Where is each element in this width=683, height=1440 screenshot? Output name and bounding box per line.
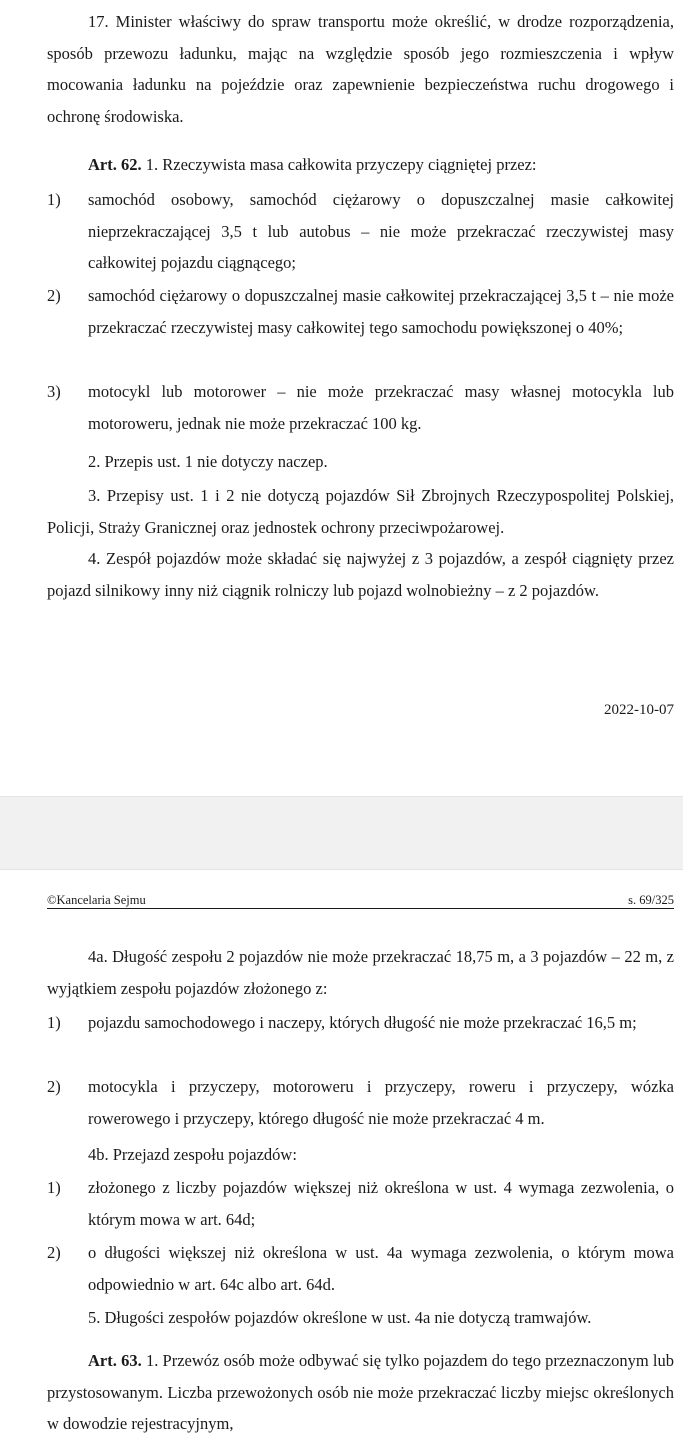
- item-number: 1): [47, 1013, 61, 1032]
- item-number: 2): [47, 1243, 61, 1262]
- ust-5: 5. Długości zespołów pojazdów określone w ust. 4a nie dotyczą tramwajów.: [88, 1308, 592, 1327]
- list-item: [47, 1071, 674, 1134]
- item-text: pojazdu samochodowego i naczepy, których długość nie może przekraczać 16,5 m;: [88, 1013, 637, 1032]
- document-date: 2022-10-07: [604, 702, 674, 718]
- ust-4b: 4b. Przejazd zespołu pojazdów:: [88, 1145, 297, 1164]
- item-text: motocykl lub motorower – nie może przekraczać masy własnej motocykla lub motoroweru, jednak nie może przekraczać 100 kg.: [88, 382, 674, 433]
- art-62-intro-text: 1. Rzeczywista masa całkowita przyczepy ciągniętej przez:: [141, 155, 537, 174]
- ust-3: 3. Przepisy ust. 1 i 2 nie dotyczą pojazdów Sił Zbrojnych Rzeczypospolitej Polskiej, Policji, Straży Granicznej oraz jednostek ochrony przeciwpożarowej.: [47, 486, 674, 537]
- list-item: [47, 1172, 674, 1235]
- item-number: 3): [47, 382, 61, 401]
- item-number: 2): [47, 1077, 61, 1096]
- paragraph-17: 17. Minister właściwy do spraw transportu może określić, w drodze rozporządzenia, sposób przewozu ładunku, mając na względzie sposób jego rozmieszczenia i wpływ mocowania ładunku na pojeździe oraz zapewnienie bezpieczeństwa ruchu drogowego i ochronę środowiska.: [47, 12, 674, 126]
- list-item: [47, 1007, 674, 1039]
- item-text: złożonego z liczby pojazdów większej niż określona w ust. 4 wymaga zezwolenia, o którym mowa w art. 64d;: [88, 1178, 674, 1229]
- item-text: samochód ciężarowy o dopuszczalnej masie całkowitej przekraczającej 3,5 t – nie może przekraczać rzeczywistej masy całkowitej tego samochodu powiększonej o 40%;: [88, 286, 674, 337]
- item-number: 1): [47, 1178, 61, 1197]
- art-63-label: Art. 63.: [88, 1351, 142, 1370]
- list-item: [47, 280, 674, 343]
- cut-off-line: [47, 0, 674, 3]
- header-publisher: ©Kancelaria Sejmu: [47, 893, 146, 907]
- list-item: [47, 376, 674, 439]
- list-item: [47, 1237, 674, 1300]
- item-text: motocykla i przyczepy, motoroweru i przyczepy, roweru i przyczepy, wózka rowerowego i przyczepy, którego długość nie może przekraczać 4 m.: [88, 1077, 674, 1128]
- item-text: o długości większej niż określona w ust. 4a wymaga zezwolenia, o którym mowa odpowiednio w art. 64c albo art. 64d.: [88, 1243, 674, 1294]
- art-62-label: Art. 62.: [88, 155, 142, 174]
- art-62-intro: [47, 149, 674, 181]
- ust-4: 4. Zespół pojazdów może składać się najwyżej z 3 pojazdów, a zespół ciągnięty przez pojazd silnikowy inny niż ciągnik rolniczy lub pojazd wolnobieżny – z 2 pojazdów.: [47, 549, 674, 600]
- item-text: samochód osobowy, samochód ciężarowy o dopuszczalnej masie całkowitej nieprzekraczającej 3,5 t lub autobus – nie może przekraczać rzeczywistej masy całkowitej pojazdu ciągnącego;: [88, 190, 674, 272]
- page-number: s. 69/325: [628, 893, 674, 907]
- item-number: 1): [47, 190, 61, 209]
- page-header: [47, 892, 674, 909]
- page-separator: [0, 796, 683, 870]
- ust-2: 2. Przepis ust. 1 nie dotyczy naczep.: [88, 452, 328, 471]
- list-item: [47, 184, 674, 279]
- art-63-text: 1. Przewóz osób może odbywać się tylko pojazdem do tego przeznaczonym lub przystosowanym. Liczba przewożonych osób nie może przekraczać liczby miejsc określonych w dowodzie rejestracyjnym,: [47, 1351, 675, 1433]
- art-63: [47, 1345, 674, 1440]
- ust-4a: 4a. Długość zespołu 2 pojazdów nie może przekraczać 18,75 m, a 3 pojazdów – 22 m, z wyjątkiem zespołu pojazdów złożonego z:: [47, 947, 674, 998]
- item-number: 2): [47, 286, 61, 305]
